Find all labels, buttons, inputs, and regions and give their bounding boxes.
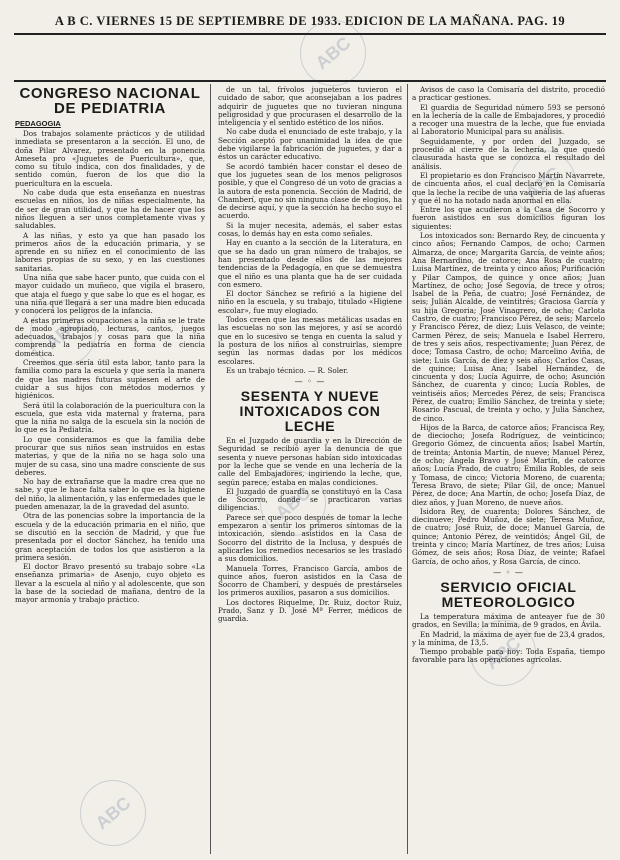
paragraph: La temperatura máxima de anteayer fue de 30 grados, en Sevilla; la mínima, de 9 grados, en Ávila. [412, 611, 605, 630]
paragraph: A estas primeras ocupaciones a la niña se le trate de modo apropiado, lecturas, cantos, juegos adecuados, trabajos y cosas para que la niña comprenda la pediatría en forma de ciencia doméstica. [15, 315, 205, 358]
paragraph: Lo que consideramos es que la familia debe procurar que sus niños sean instruidos en estas materias, y que de la niña no se haga solo una mujer de su casa, sino una madre consciente de sus deberes. [15, 434, 205, 477]
paragraph: No hay de extrañarse que la madre crea que no sabe, y que le hace falta saber lo que es la higiene del niño, la alimentación, y las enfermedades que le pueden amenazar, la de la gravedad del asunto. [15, 477, 205, 512]
header-rule-bottom [14, 80, 606, 82]
article-body-meteorologico [412, 613, 605, 665]
column-2 [218, 86, 402, 856]
article-body-pediatria [15, 130, 205, 605]
column-divider-2 [407, 84, 408, 854]
paragraph: Los intoxicados son: Bernardo Rey, de cincuenta y cinco años; Fernando Campos, de ocho; Carmen Almarza, de once; Margarita García, de veinte años; Ana Bernardino, de catorce; Ana Rosa de cuatro; Luisa Martínez, de treinta y cinco años; Purificación y Pilar Campos, de quince y once años; Juan Martínez, de ocho; José Segovia, de trece y otros; Isabel de la Peña, de cuatro; José Fernández, de seis; Julián Alcalde, de veintitrés; Graciosa García y su hija Gregoria; José Vinagrero, de ocho; Carlota Castro, de cuatro; Francisco Pérez, de seis; Marcelo y Francisco Pérez, de diez; Luis Velasco, de veinte; Carmen Pérez, de seis; Manuela e Isabel Herrero, de tres y seis años, respectivamente; Juan Pérez, de doce; Tomasa Castro, de ocho; Marcelino Aviña, de siete; Luis García, de diez y seis años; Carlos Casas, de quince; Luisa Ana; Isabel Hernández, de cincuenta y dos; Lucía Aguirre, de ocho; Asunción Sánchez, de cuarenta y cinco; Lucía Robles, de veintiséis años; Mercedes Pérez, de seis; Francisca Pérez, de cuatro; Emilio Sánchez, de treinta y siete; Rosario Pascual, de treinta y ocho, y Julia Sánchez, de cinco. [412, 231, 605, 423]
watermark-stamp: ABC [457, 607, 550, 700]
paragraph: El doctor Sánchez se refirió a la higiene del niño en la escuela, y su trabajo, titulado «Higiene escolar», fue muy elogiado. [218, 289, 402, 315]
column-divider-1 [210, 84, 211, 854]
separator-ornament: — ◦ — [294, 377, 326, 387]
paragraph: En el Juzgado de guardia y en la Dirección de Seguridad se recibió ayer la denuncia de que sesenta y nueve personas habían sido intoxicadas por la leche que se vende en una lechería de la calle del Embajadores, ingiriendo la leche, que, según parece, estaba en malas condiciones. [218, 436, 402, 487]
paragraph: El guardia de Seguridad número 593 se personó en la lechería de la calle de Embajadores, y procedió a recoger una muestra de la leche, que fue enviada al Laboratorio Municipal para su análisis. [412, 102, 605, 137]
article-body-intoxicados [218, 437, 402, 624]
paragraph: Dos trabajos solamente prácticos y de utilidad inmediata se presentaron a la sección. El uno, de doña Pilar Alvarez, presentado en la ponencia Ameseta pro «Juguetes de Puericultura», que, como su título indica, con dos finalidades, y de sentido común, fueron de los que dio la puericultura en la escuela. [15, 129, 205, 188]
paragraph: Se acordó también hacer constar el deseo de que los juguetes sean de los menos peligrosos posible, y que el Congreso dé un voto de gracias a la autora de esta ponencia. Sección de Madrid, de Chamberí, que no sin ninguna clase de elogios, ha de decirse aquí, y que la sección ha hecho suyo el acuerdo. [218, 161, 402, 221]
paragraph: Otra de las ponencias sobre la importancia de la escuela y de la educación primaria en el niño, que se discutió en la sección de Madrid, y que fue presentada por el doctor Sánchez, ha tenido una gran aceptación de todos los que asistieron a la primera sesión. [15, 511, 205, 562]
paragraph: En Madrid, la máxima de ayer fue de 23,4 grados, y la mínima, de 13,5. [412, 629, 605, 647]
paragraph: Avisos de caso la Comisaría del distrito, procedió a practicar gestiones. [412, 86, 605, 103]
separator-ornament-2: — ◦ — [493, 567, 524, 577]
article-title-intoxicados: SESENTA Y NUEVE INTOXICADOS CON LECHE [239, 388, 381, 435]
paragraph: Es un trabajo técnico. — R. Soler. [226, 365, 349, 375]
paragraph: Todos creen que las mesas metálicas usadas en las escuelas no son las mejores, y así se acordó que en lo sucesivo se tenga en cuenta la salud y la postura de los niños al construirlas, siempre según las normas dadas por los médicos escolares. [218, 315, 402, 366]
column-1 [15, 86, 205, 856]
header-rule-top [14, 33, 606, 35]
paragraph: Isidora Rey, de cuarenta; Dolores Sánchez, de diecinueve; Pedro Muñoz, de siete; Teresa Muñoz, de cuatro; José Ruiz, de doce; Manuel García, de quince; Antonio Pérez, de veintidós; Ángel Gil, de treinta y cinco; María Martínez, de tres años; Luisa Gómez, de seis años; Rosa Díaz, de veinte; Rafael García, de ocho años, y Rosa García, de cinco. [412, 506, 605, 566]
article-body-intoxicados-continued [412, 86, 605, 566]
paragraph: El Juzgado de guardia se constituyó en la Casa de Socorro, donde se practicaron varias diligencias. [218, 486, 402, 513]
paragraph: Si la mujer necesita, además, el saber estas cosas, lo demás hay en esta como señales. [218, 220, 402, 239]
watermark-stamp: ABC [287, 7, 380, 100]
paragraph: Los doctores Riquelme, Dr. Ruiz, doctor Ruiz, Prado, Sanz y D. José Mª Ferrer, médicos de guardia. [218, 597, 402, 624]
paragraph: Será útil la colaboración de la puericultura con la escuela, que esta vida maternal y fraterna, para que la niña no salga de la escuela sin la noción de lo que es la Pediatría. [15, 400, 205, 435]
paragraph: Creemos que sería útil esta labor, tanto para la familia como para la escuela y que sería la manera de que las madres futuras supiesen el arte de cuidar a sus hijos con métodos modernos y higiénicos. [15, 358, 205, 401]
article-title-pediatria: CONGRESO NACIONAL DE PEDIATRIA [19, 86, 201, 117]
paragraph: Tiempo probable para hoy: Toda España, tiempo favorable para las operaciones agrícolas. [412, 647, 605, 665]
paragraph: Hay en cuanto a la sección de la Literatura, en que se ha dado un gran número de trabajos, se han presentado desde ellos de las mejores tendencias de la Pedagogía, en que se demuestra que el niño es una planta que ha de ser cuidada con esmero. [218, 238, 402, 289]
paragraph: El doctor Bravo presentó su trabajo sobre «La enseñanza primaria» de Asenjo, cuyo objeto es llevar a la escuela al niño y al adolescente, que son la base de la sociedad de mañana, dentro de la mayor armonía y trabajo práctico. [15, 562, 205, 605]
paragraph: de un tal, frívolos jugueteros tuvieron el cuidado de sabor, que aconsejaban a los padres adquirir de juguetes que no tuvieran ninguna peligrosidad y que procurasen el desarrollo de la inteligencia y el sentido estético de los niños. [218, 86, 402, 128]
paragraph: El propietario es don Francisco Martín Navarrete, de cincuenta años, el cual declaró en la Comisaría que la leche la recibe de una vaquería de las afueras y que él no ha notado nada anormal en ella. [412, 170, 605, 205]
paragraph: Hijos de la Barca, de catorce años; Francisca Rey, de dieciocho; Josefa Rodríguez, de veinticinco; Gregorio Gómez, de cincuenta años; Isabel Martín, de treinta; Antonia Martín, de nueve; Manuel Pérez, de ocho; Ángela Bravo y José Martín, de catorce años; Lucía Prado, de cuatro; Emilia Robles, de seis y Tomasa, de cinco; Victoria Moreno, de cuarenta; Teresa Bravo, de siete; Pilar Gil, de once; Manuel Pérez, de doce; Ana Martín, de ocho; Josefa Díaz, de diez años, y Juan Moreno, de nueve años. [412, 422, 605, 507]
column-3 [412, 86, 605, 856]
paragraph: Seguidamente, y por orden del Juzgado, se procedió al cierre de la lechería, la que quedó clausurada hasta que se conozca el resultado del análisis. [412, 136, 605, 171]
watermark-stamp: ABC [17, 287, 110, 380]
watermark-stamp: ABC [67, 767, 160, 860]
paragraph: Entre los que acudieron a la Casa de Socorro y fueron asistidos en sus domicilios figuran los siguientes: [412, 205, 605, 231]
watermark-stamp: ABC [497, 137, 590, 230]
watermark-stamp: ABC [247, 457, 340, 550]
paragraph: A las niñas, y esto ya que han pasado los primeros años de la educación primaria, y se aprende en su niñez en el conocimiento de las labores propias de su sexo, y en las cuestiones sanitarias. [15, 230, 205, 273]
paragraph: Una niña que sabe hacer punto, que cuida con el mayor cuidado un muñeco, que vigila el brasero, que ataja el fuego y que sabe lo que es el hogar, es una niña que llegará a ser una madre bien educada y conocerá los peligros de la infancia. [15, 273, 205, 316]
paragraph: No cabe duda que esta enseñanza en nuestras escuelas en niños, los de niñas especialmente, ha de ser de gran utilidad, y que ha de hacer que los niños lleguen a ser unos completamente vivas y saludables. [15, 188, 205, 231]
paragraph: No cabe duda el enunciado de este trabajo, y la Sección aceptó por unanimidad la idea de que debe vigilarse la fabricación de juguetes, y dar a éstos un carácter educativo. [218, 127, 402, 162]
article-title-meteorologico: SERVICIO OFICIAL METEOROLOGICO [440, 578, 577, 610]
section-subtitle: PEDAGOGIA [15, 119, 61, 128]
page-header: A B C. VIERNES 15 DE SEPTIEMBRE DE 1933. EDICION DE LA MAÑANA. PAG. 19 [54, 14, 566, 28]
article-body-continued [218, 86, 402, 375]
paragraph: Parece ser que poco después de tomar la leche empezaron a sentir los primeros síntomas de la intoxicación, siendo asistidos en la Casa de Socorro del distrito de la Inclusa, y después de aplicarles los remedios necesarios se les trasladó a sus domicilios. [218, 512, 402, 564]
paragraph: Manuela Torres, Francisco García, ambos de quince años, fueron asistidos en la Casa de Socorro de Chamberí, y después de prestárseles los primeros auxilios, pasaron a sus domicilios. [218, 563, 402, 598]
